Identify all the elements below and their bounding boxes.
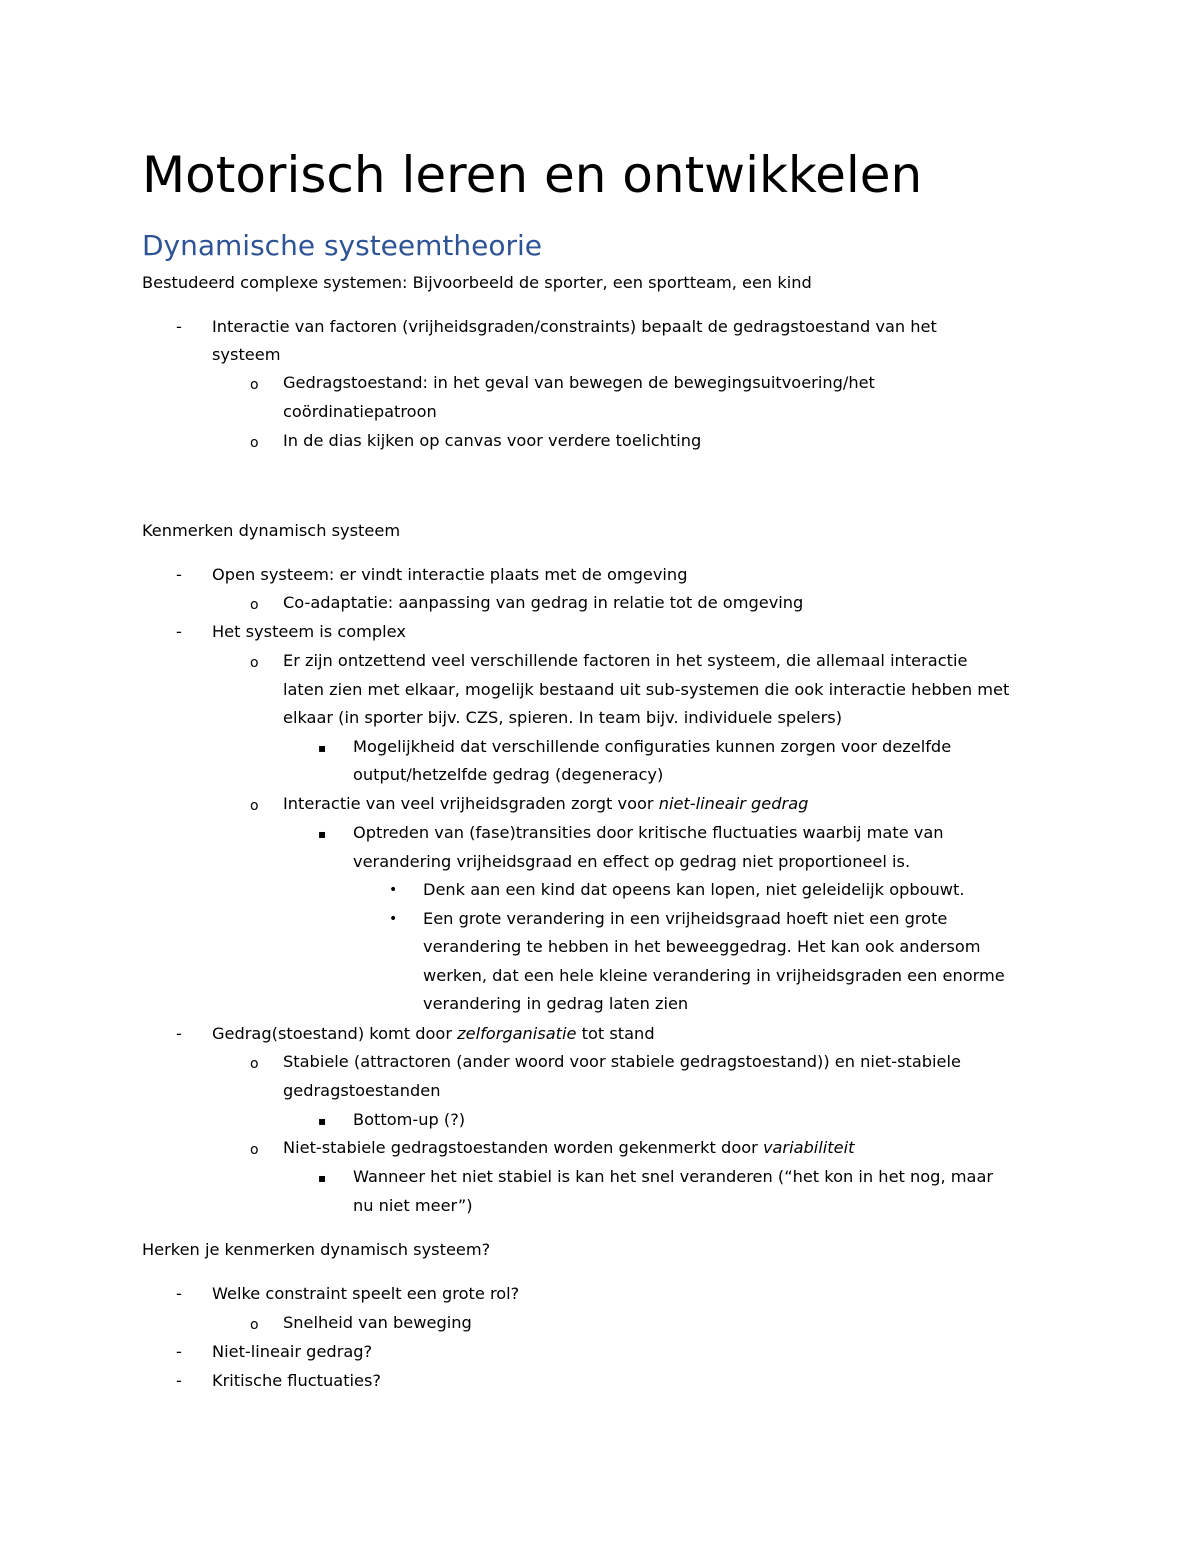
circle-bullet: o <box>250 1142 259 1158</box>
list-item-continued: verandering te hebben in het beweeggedrag. Het kan ook andersom <box>423 937 981 956</box>
list-item: Open systeem: er vindt interactie plaats met de omgeving <box>212 565 688 584</box>
section-heading: Dynamische systeemtheorie <box>142 229 542 262</box>
list-item: Het systeem is complex <box>212 622 406 641</box>
circle-bullet: o <box>250 1056 259 1072</box>
list-item: Wanneer het niet stabiel is kan het snel veranderen (“het kon in het nog, maar <box>353 1167 994 1186</box>
intro-text: Bestudeerd complexe systemen: Bijvoorbeeld de sporter, een sportteam, een kind <box>142 273 812 292</box>
list-item-continued: output/hetzelfde gedrag (degeneracy) <box>353 765 664 784</box>
list-item: Interactie van factoren (vrijheidsgraden/constraints) bepaalt de gedragstoestand van het <box>212 317 937 336</box>
list-item: Optreden van (fase)transities door kritische fluctuaties waarbij mate van <box>353 823 944 842</box>
subheading-herken: Herken je kenmerken dynamisch systeem? <box>142 1240 491 1259</box>
list-item: Co-adaptatie: aanpassing van gedrag in relatie tot de omgeving <box>283 593 804 612</box>
list-item-continued: werken, dat een hele kleine verandering in vrijheidsgraden een enorme <box>423 966 1005 985</box>
emphasis-text: zelforganisatie <box>457 1024 577 1043</box>
list-item: Denk aan een kind dat opeens kan lopen, niet geleidelijk opbouwt. <box>423 880 965 899</box>
list-item: Kritische fluctuaties? <box>212 1371 382 1390</box>
dash-bullet: - <box>176 1371 182 1390</box>
document-title: Motorisch leren en ontwikkelen <box>142 146 923 204</box>
square-bullet: ▪ <box>318 1114 327 1128</box>
dash-bullet: - <box>176 1342 182 1361</box>
circle-bullet: o <box>250 597 259 613</box>
circle-bullet: o <box>250 377 259 393</box>
text-run: Interactie van veel vrijheidsgraden zorgt voor <box>283 794 659 813</box>
circle-bullet: o <box>250 655 259 671</box>
list-item: Stabiele (attractoren (ander woord voor stabiele gedragstoestand)) en niet-stabiele <box>283 1052 961 1071</box>
list-item <box>283 794 808 814</box>
square-bullet: ▪ <box>318 741 327 755</box>
list-item-continued: gedragstoestanden <box>283 1081 441 1100</box>
text-run: Niet-stabiele gedragstoestanden worden gekenmerkt door <box>283 1138 763 1157</box>
list-item-continued: coördinatiepatroon <box>283 402 437 421</box>
list-item-continued: verandering vrijheidsgraad en effect op gedrag niet proportioneel is. <box>353 852 911 871</box>
list-item: In de dias kijken op canvas voor verdere toelichting <box>283 431 702 450</box>
emphasis-text: niet-lineair gedrag <box>658 794 809 813</box>
dash-bullet: - <box>176 1284 182 1303</box>
subheading-kenmerken: Kenmerken dynamisch systeem <box>142 521 401 540</box>
dash-bullet: - <box>176 1024 182 1043</box>
list-item-continued: laten zien met elkaar, mogelijk bestaand uit sub-systemen die ook interactie hebben met <box>283 680 1010 699</box>
text-run: Gedrag(stoestand) komt door <box>212 1024 458 1043</box>
list-item: Gedragstoestand: in het geval van bewegen de bewegingsuitvoering/het <box>283 373 875 392</box>
list-item-continued: systeem <box>212 345 281 364</box>
list-item: Een grote verandering in een vrijheidsgraad hoeft niet een grote <box>423 909 948 928</box>
list-item: Er zijn ontzettend veel verschillende factoren in het systeem, die allemaal interactie <box>283 651 968 670</box>
list-item: Mogelijkheid dat verschillende configuraties kunnen zorgen voor dezelfde <box>353 737 952 756</box>
list-item-continued: nu niet meer”) <box>353 1196 473 1215</box>
dash-bullet: - <box>176 317 182 336</box>
list-item-continued: elkaar (in sporter bijv. CZS, spieren. In team bijv. individuele spelers) <box>283 708 843 727</box>
dot-bullet: • <box>389 882 398 898</box>
emphasis-text: variabiliteit <box>762 1138 855 1157</box>
dash-bullet: - <box>176 622 182 641</box>
list-item: Snelheid van beweging <box>283 1313 472 1332</box>
list-item <box>212 1024 655 1044</box>
list-item: Niet-lineair gedrag? <box>212 1342 373 1361</box>
dash-bullet: - <box>176 565 182 584</box>
circle-bullet: o <box>250 798 259 814</box>
text-run: tot stand <box>576 1024 655 1043</box>
square-bullet: ▪ <box>318 827 327 841</box>
circle-bullet: o <box>250 1317 259 1333</box>
list-item <box>283 1138 854 1158</box>
list-item: Welke constraint speelt een grote rol? <box>212 1284 520 1303</box>
square-bullet: ▪ <box>318 1171 327 1185</box>
list-item-continued: verandering in gedrag laten zien <box>423 994 689 1013</box>
dot-bullet: • <box>389 911 398 927</box>
list-item: Bottom-up (?) <box>353 1110 466 1129</box>
circle-bullet: o <box>250 435 259 451</box>
